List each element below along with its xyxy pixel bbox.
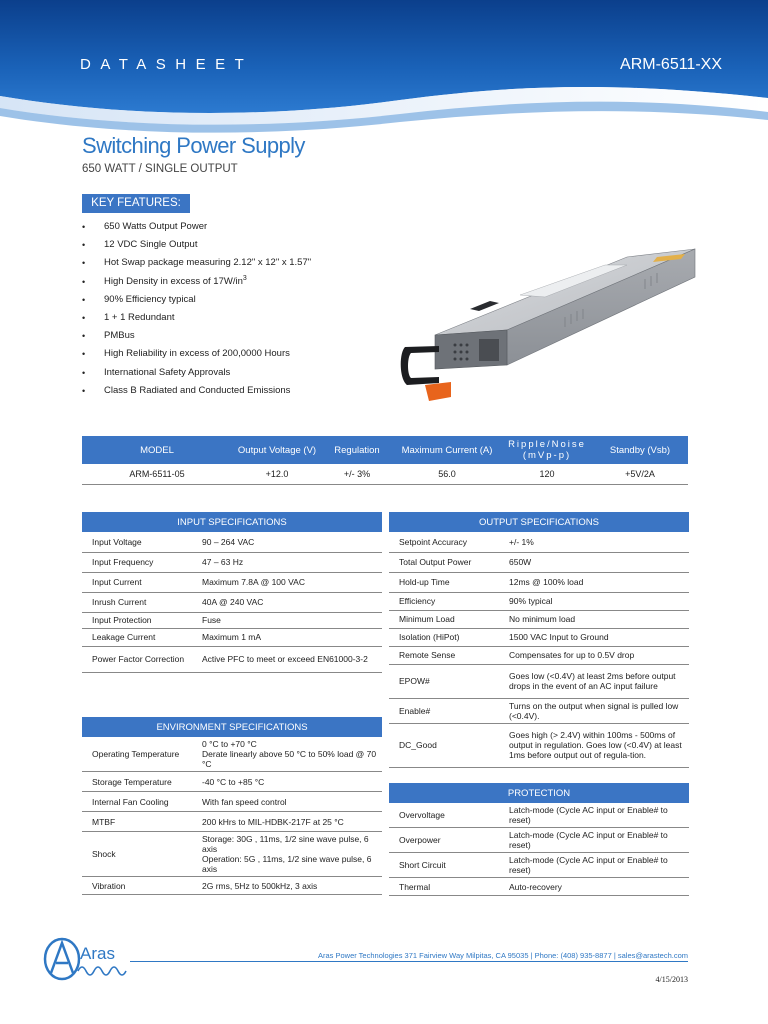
spec-key: Minimum Load — [389, 610, 509, 628]
spec-key: Input Protection — [82, 612, 202, 628]
spec-value: 90% typical — [509, 592, 689, 610]
spec-key: Vibration — [82, 877, 202, 895]
spec-value: Goes high (> 2.4V) within 100ms - 500ms of output in regulation. Goes low (<0.4V) at least 1ms before output out of regula-tion. — [509, 723, 689, 767]
spec-key: Shock — [82, 832, 202, 877]
spec-value: Turns on the output when signal is pulled low (<0.4V). — [509, 698, 689, 723]
spec-key: Thermal — [389, 878, 509, 896]
table-row — [82, 612, 382, 628]
spec-value: 0 °C to +70 °C — [202, 739, 257, 749]
input-spec-title: INPUT SPECIFICATIONS — [82, 512, 382, 532]
spec-key: Input Voltage — [82, 532, 202, 552]
table-row — [389, 723, 689, 767]
feature-item: • Hot Swap package measuring 2.12" x 12" x 1.57" — [82, 257, 312, 269]
spec-key: Internal Fan Cooling — [82, 792, 202, 812]
table-row — [389, 592, 689, 610]
spec-value: Latch-mode (Cycle AC input or Enable# to reset) — [509, 803, 689, 828]
feature-item: • 1 + 1 Redundant — [82, 311, 175, 323]
bullet-icon: • — [82, 240, 86, 251]
spec-key: Total Output Power — [389, 552, 509, 572]
col-header-ripple-noise: Ripple/Noise (mVp-p) — [502, 436, 592, 464]
spec-value: 650W — [509, 552, 689, 572]
spec-value: Maximum 1 mA — [202, 628, 382, 646]
page-subtitle: 650 WATT / SINGLE OUTPUT — [82, 163, 238, 175]
key-features-heading: KEY FEATURES: — [82, 194, 190, 213]
table-row — [82, 628, 382, 646]
environment-specifications-table — [82, 717, 382, 895]
spec-value: -40 °C to +85 °C — [202, 772, 382, 792]
header-banner — [0, 0, 768, 150]
table-cell: +/- 3% — [322, 464, 392, 484]
feature-item: • International Safety Approvals — [82, 366, 231, 378]
table-cell: +5V/2A — [592, 464, 688, 484]
superscript: 3 — [242, 274, 247, 282]
table-row — [389, 853, 689, 878]
table-row — [389, 803, 689, 828]
col-header-model: MODEL — [82, 436, 232, 464]
footer-contact: Aras Power Technologies 371 Fairview Way Milpitas, CA 95035 | Phone: (408) 935-8877 | sales@arastech.com — [317, 951, 688, 960]
spec-value-line2: Operation: 5G , 11ms, 1/2 sine wave pulse, 6 axis — [202, 854, 372, 874]
spec-key: Inrush Current — [82, 592, 202, 612]
spec-key: Overpower — [389, 828, 509, 853]
protection-title: PROTECTION — [389, 783, 689, 803]
table-row — [389, 646, 689, 664]
table-row — [389, 828, 689, 853]
footer-divider — [130, 961, 688, 962]
spec-value: Active PFC to meet or exceed EN61000-3-2 — [202, 646, 382, 672]
datasheet-label: DATASHEET — [80, 56, 254, 73]
model-number: ARM-6511-XX — [620, 56, 722, 73]
spec-value: With fan speed control — [202, 792, 382, 812]
table-row — [82, 532, 382, 552]
model-table — [82, 436, 688, 485]
spec-value: No minimum load — [509, 610, 689, 628]
table-row — [82, 646, 382, 672]
bullet-icon: • — [82, 331, 86, 342]
table-cell: ARM-6511-05 — [82, 464, 232, 484]
spec-value: Latch-mode (Cycle AC input or Enable# to reset) — [509, 853, 689, 878]
spec-key: Enable# — [389, 698, 509, 723]
spec-key: Input Current — [82, 572, 202, 592]
power-supply-image — [395, 235, 700, 410]
feature-item: • High Density in excess of $17W/in^3$ — [82, 274, 247, 287]
protection-table — [389, 783, 689, 896]
table-row — [389, 610, 689, 628]
spec-value: Goes low (<0.4V) at least 2ms before output drops in the event of an AC input failure — [509, 664, 689, 698]
spec-value: Maximum 7.8A @ 100 VAC — [202, 572, 382, 592]
col-header-standby: Standby (Vsb) — [592, 436, 688, 464]
table-cell: +12.0 — [232, 464, 322, 484]
table-row — [389, 878, 689, 896]
table-row — [82, 792, 382, 812]
spec-value-line2: Derate linearly above 50 °C to 50% load @ 70 °C — [202, 749, 377, 769]
spec-key: Storage Temperature — [82, 772, 202, 792]
spec-key: Isolation (HiPot) — [389, 628, 509, 646]
table-row — [389, 664, 689, 698]
feature-item: • PMBus — [82, 330, 135, 342]
spec-key: Remote Sense — [389, 646, 509, 664]
spec-value: Storage: 30G , 11ms, 1/2 sine wave pulse, 6 axis — [202, 834, 369, 854]
spec-key: MTBF — [82, 812, 202, 832]
table-row — [389, 572, 689, 592]
output-spec-title: OUTPUT SPECIFICATIONS — [389, 512, 689, 532]
page-title: Switching Power Supply — [82, 133, 305, 158]
spec-value: Compensates for up to 0.5V drop — [509, 646, 689, 664]
spec-value: 90 – 264 VAC — [202, 532, 382, 552]
spec-key: Short Circuit — [389, 853, 509, 878]
spec-value: 200 kHrs to MIL-HDBK-217F at 25 °C — [202, 812, 382, 832]
feature-item: • Class B Radiated and Conducted Emissions — [82, 384, 291, 396]
spec-value: 40A @ 240 VAC — [202, 592, 382, 612]
col-header-output-voltage: Output Voltage (V) — [232, 436, 322, 464]
bullet-icon: • — [82, 294, 86, 305]
col-header-regulation: Regulation — [322, 436, 392, 464]
table-row — [82, 572, 382, 592]
bullet-icon: • — [82, 276, 86, 287]
feature-item: • 12 VDC Single Output — [82, 239, 198, 251]
spec-key: EPOW# — [389, 664, 509, 698]
table-row — [389, 552, 689, 572]
bullet-icon: • — [82, 222, 86, 232]
table-row — [82, 812, 382, 832]
bullet-icon: • — [82, 349, 86, 360]
spec-value: 47 – 63 Hz — [202, 552, 382, 572]
table-row — [82, 552, 382, 572]
spec-value: 2G rms, 5Hz to 500kHz, 3 axis — [202, 877, 382, 895]
svg-text:Aras: Aras — [80, 944, 115, 963]
spec-key: Input Frequency — [82, 552, 202, 572]
input-specifications-table — [82, 512, 382, 673]
table-row — [82, 464, 688, 484]
spec-key: Hold-up Time — [389, 572, 509, 592]
feature-item: • High Reliability in excess of 200,0000 Hours — [82, 348, 290, 360]
bullet-icon: • — [82, 312, 86, 323]
spec-key: Setpoint Accuracy — [389, 532, 509, 552]
spec-key: Efficiency — [389, 592, 509, 610]
footer-date: 4/15/2013 — [655, 975, 688, 984]
spec-value: Latch-mode (Cycle AC input or Enable# to reset) — [509, 828, 689, 853]
feature-item: • 650 Watts Output Power — [82, 221, 208, 232]
table-cell: 120 — [502, 464, 592, 484]
table-cell: 56.0 — [392, 464, 502, 484]
output-specifications-table — [389, 512, 689, 768]
key-features-list — [82, 220, 311, 402]
spec-key: Leakage Current — [82, 628, 202, 646]
spec-key: Overvoltage — [389, 803, 509, 828]
bullet-icon: • — [82, 385, 86, 396]
environment-spec-title: ENVIRONMENT SPECIFICATIONS — [82, 717, 382, 737]
table-row — [82, 832, 382, 877]
table-row — [82, 877, 382, 895]
table-row — [389, 532, 689, 552]
spec-key: DC_Good — [389, 723, 509, 767]
spec-key: Power Factor Correction — [82, 646, 202, 672]
table-row — [82, 772, 382, 792]
feature-item: • 90% Efficiency typical — [82, 293, 196, 305]
spec-value: 1500 VAC Input to Ground — [509, 628, 689, 646]
table-row — [389, 698, 689, 723]
bullet-icon: • — [82, 367, 86, 378]
spec-value: Fuse — [202, 612, 382, 628]
aras-logo — [38, 933, 148, 983]
table-row — [82, 592, 382, 612]
spec-value: 12ms @ 100% load — [509, 572, 689, 592]
spec-value: Auto-recovery — [509, 878, 689, 896]
table-row — [82, 737, 382, 772]
spec-value: +/- 1% — [509, 532, 689, 552]
table-header-row — [82, 436, 688, 464]
table-row — [389, 628, 689, 646]
col-header-max-current: Maximum Current (A) — [392, 436, 502, 464]
bullet-icon: • — [82, 258, 86, 269]
spec-key: Operating Temperature — [82, 737, 202, 772]
